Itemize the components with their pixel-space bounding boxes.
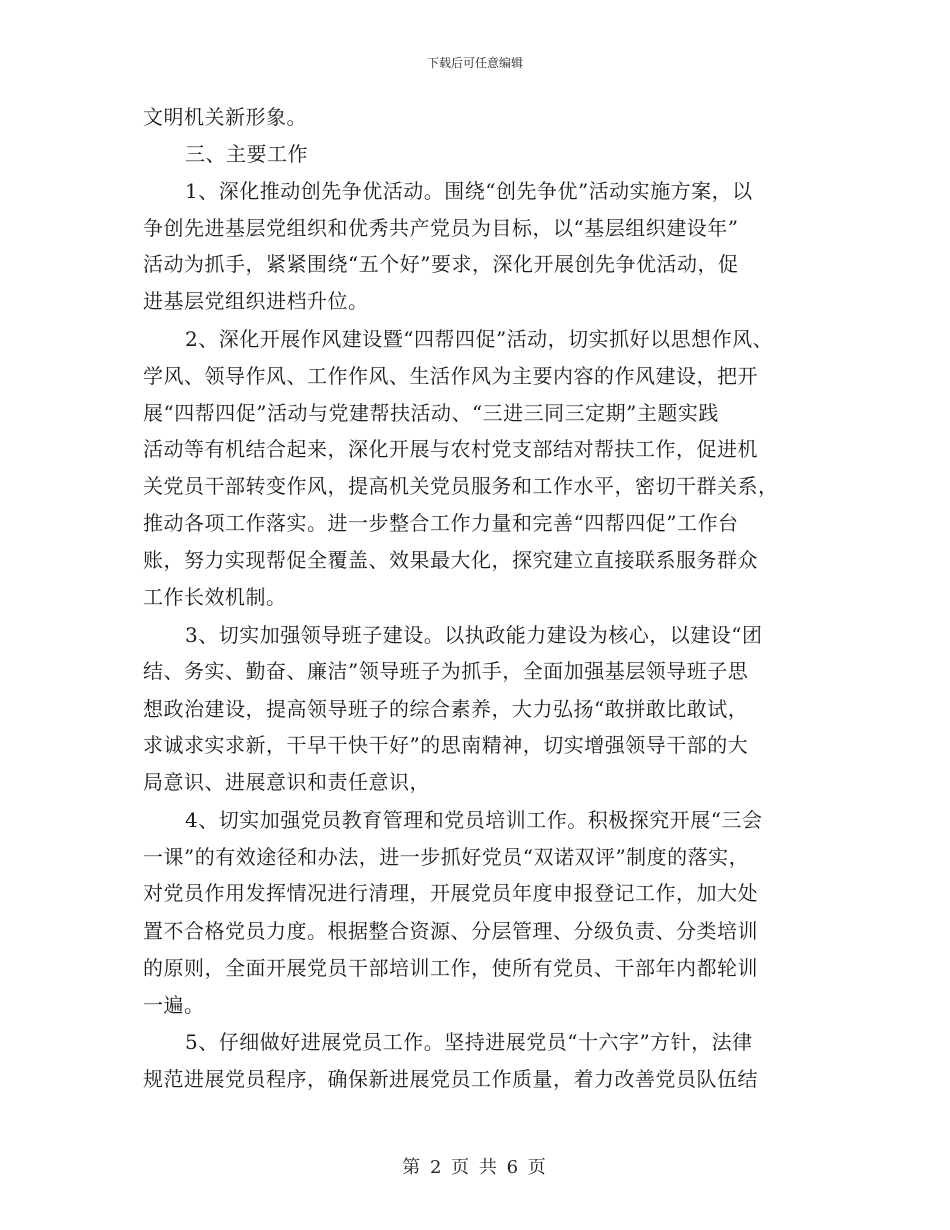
paragraph-first-line: 2、深化开展作风建设暨“四帮四促”活动，切实抓好以思想作风、 <box>185 327 774 351</box>
page-number-footer: 第 2 页 共 6 页 <box>402 1157 548 1178</box>
text-line: 争创先进基层党组织和优秀共产党员为目标，以“基层组织建设年” <box>143 216 739 240</box>
text-line: 活动为抓手，紧紧围绕“五个好”要求，深化开展创先争优活动，促 <box>143 252 739 276</box>
text-line: 学风、领导作风、工作作风、生活作风为主要内容的作风建设，把开 <box>143 364 758 388</box>
paragraph-first-line: 三、主要工作 <box>185 142 308 166</box>
text-line: 推动各项工作落实。进一步整合工作力量和完善“四帮四促”工作台 <box>143 511 739 535</box>
text-line: 对党员作用发挥情况进行清理，开展党员年度申报登记工作，加大处 <box>143 881 758 905</box>
page-header-note: 下载后可任意编辑 <box>426 56 523 70</box>
paragraph-first-line: 5、仔细做好进展党员工作。坚持进展党员“十六字”方针，法律 <box>185 1030 753 1054</box>
text-line: 关党员干部转变作风，提高机关党员服务和工作水平，密切干群关系， <box>143 474 779 498</box>
paragraph-first-line: 4、切实加强党员教育管理和党员培训工作。积极探究开展“三会 <box>185 808 763 832</box>
paragraph-first-line: 1、深化推动创先争优活动。围绕“创先争优”活动实施方案，以 <box>185 179 753 203</box>
text-line: 的原则，全面开展党员干部培训工作，使所有党员、干部年内都轮训 <box>143 956 758 980</box>
text-line: 账，努力实现帮促全覆盖、效果最大化，探究建立直接联系服务群众 <box>143 548 758 572</box>
text-line: 活动等有机结合起来，深化开展与农村党支部结对帮扶工作，促进机 <box>143 437 758 461</box>
text-line: 想政治建设，提高领导班子的综合素养，大力弘扬“敢拼敢比敢试， <box>143 697 749 721</box>
text-line: 文明机关新形象。 <box>143 105 307 129</box>
text-line: 局意识、进展意识和责任意识， <box>143 770 430 794</box>
text-line: 置不合格党员力度。根据整合资源、分层管理、分级负责、分类培训 <box>143 919 758 943</box>
text-line: 结、务实、勤奋、廉洁”领导班子为抓手，全面加强基层领导班子思 <box>143 659 749 683</box>
text-line: 工作长效机制。 <box>143 585 287 609</box>
paragraph-first-line: 3、切实加强领导班子建设。以执政能力建设为核心，以建设“团 <box>185 623 763 647</box>
text-line: 一课”的有效途径和办法，进一步抓好党员“双诺双评”制度的落实， <box>143 845 750 869</box>
text-line: 求诚求实求新，干早干快干好”的思南精神，切实增强领导干部的大 <box>143 733 749 757</box>
text-line: 展“四帮四促”活动与党建帮扶活动、“三进三同三定期”主题实践 <box>143 401 719 425</box>
text-line: 进基层党组织进档升位。 <box>143 289 369 313</box>
text-line: 一遍。 <box>143 993 205 1017</box>
text-line: 规范进展党员程序，确保新进展党员工作质量，着力改善党员队伍结 <box>143 1067 758 1091</box>
